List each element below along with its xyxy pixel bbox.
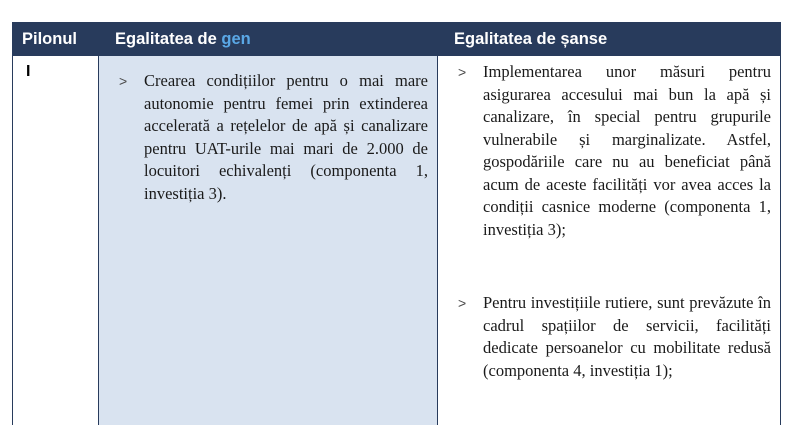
- cell-equal-chances: [438, 56, 781, 425]
- header-pillar: Pilonul: [12, 22, 99, 56]
- list-item-text: Implementarea unor măsuri pentru asigurarea accesului mai bun la apă și canalizare, în special pentru grupurile vulnerabile și marginalizate. Astfel, gospodăriile care nu au beneficiat până acum de aceste facilități vor avea acces la condiții casnice moderne (componenta 1, investiția 3);: [483, 62, 771, 239]
- header-gender-prefix: Egalitatea de: [115, 30, 222, 48]
- cell-pillar: [12, 56, 99, 425]
- header-gender-equality: [99, 22, 438, 56]
- pillar-number: I: [26, 63, 31, 80]
- header-gender-word: gen: [221, 30, 251, 48]
- list-item: [458, 61, 771, 241]
- pillar-equality-table: [12, 22, 781, 425]
- header-equal-chances: Egalitatea de șanse: [438, 22, 781, 56]
- list-item: [458, 292, 771, 382]
- bullet-marker: >: [458, 295, 467, 311]
- list-item: [119, 70, 428, 205]
- bullet-marker: >: [458, 64, 467, 80]
- cell-gender-equality: [99, 56, 438, 425]
- list-item-text: Pentru investițiile rutiere, sunt prevăzute în cadrul spațiilor de servicii, facilități dedicate persoanelor cu mobilitate redusă (componenta 4, investiția 1);: [483, 293, 771, 380]
- list-item-text: Crearea condițiilor pentru o mai mare autonomie pentru femei prin extinderea accelerată a rețelelor de apă și canalizare pentru UAT-urile mai mari de 2.000 de locuitori echivalenți (componenta 1, investiția 3).: [144, 71, 428, 203]
- bullet-marker: >: [119, 73, 128, 89]
